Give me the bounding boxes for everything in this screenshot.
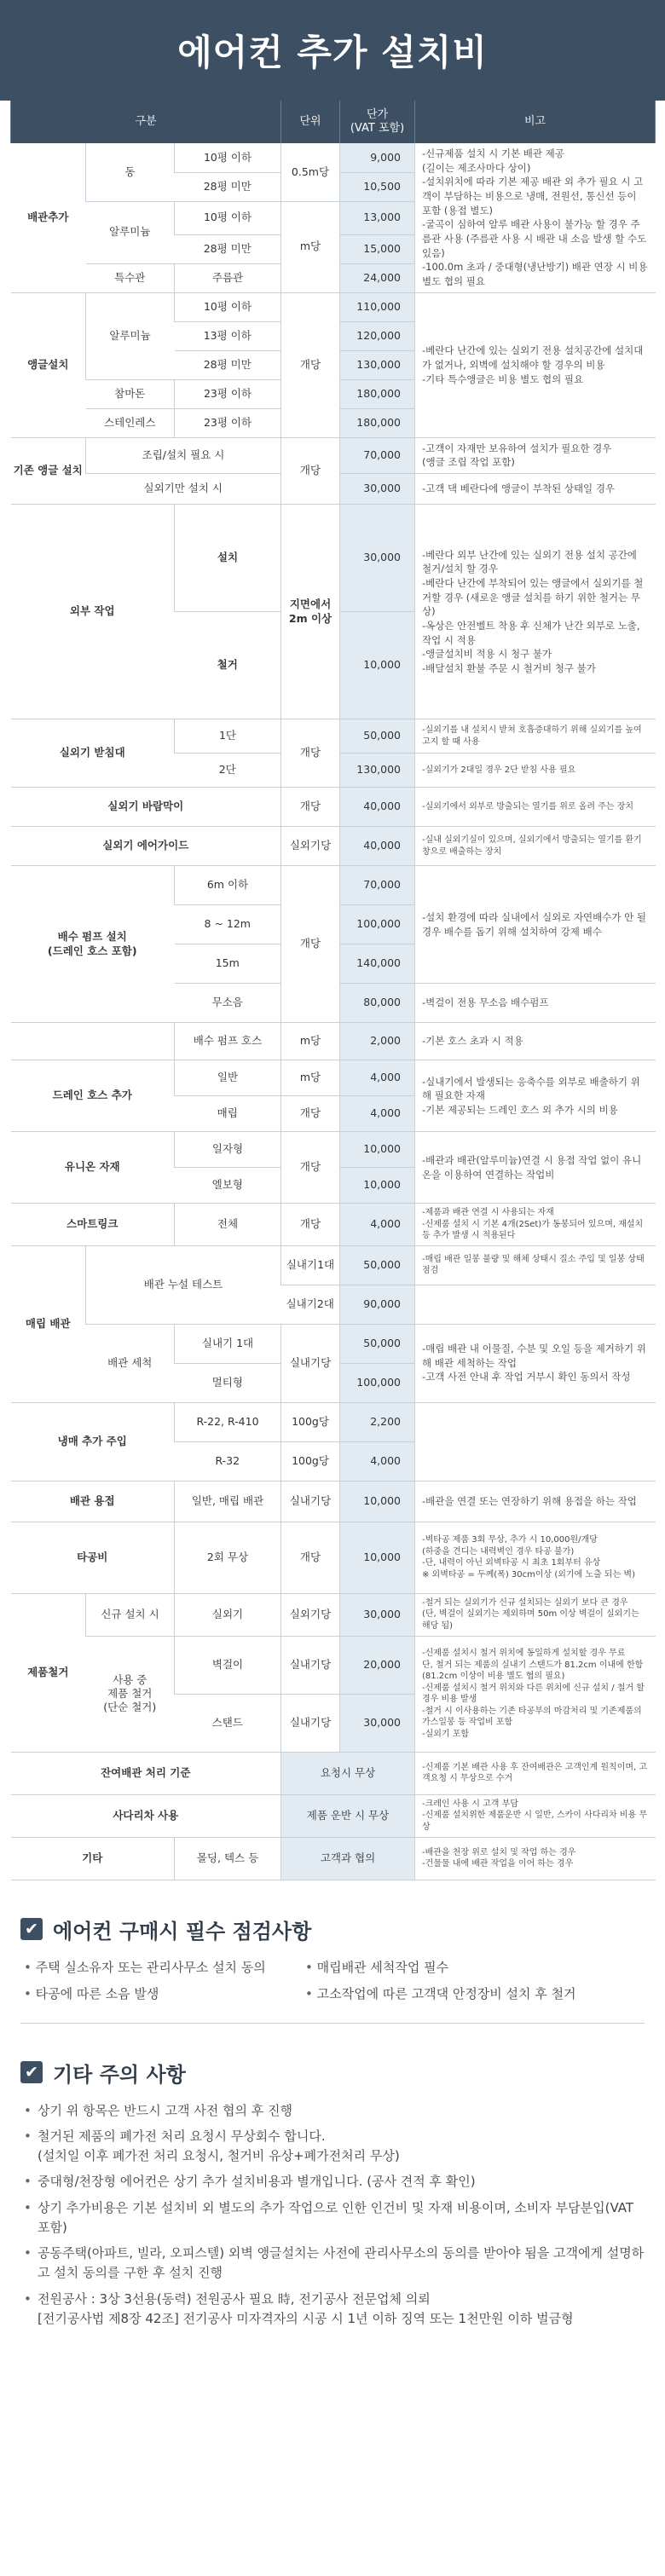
table-row <box>11 1060 656 1096</box>
note-cell <box>415 1285 656 1324</box>
price-cell: 10,000 <box>340 1481 415 1522</box>
spec-cell: 28평 미만 <box>175 234 281 263</box>
price-table <box>10 101 656 1880</box>
price-cell: 10,000 <box>340 1168 415 1204</box>
list-item: • 중대형/천장형 에어컨은 상기 추가 설치비용과 별개입니다. (공사 견적 후 확인) <box>24 2172 645 2192</box>
subcategory-cell: 실외기만 설치 시 <box>86 474 281 505</box>
header-price: 단가 (VAT 포함) <box>340 101 415 143</box>
page-header <box>0 0 665 101</box>
price-cell: 4,000 <box>340 1060 415 1096</box>
checkbox-icon: ✔ <box>20 1918 43 1940</box>
subcategory-cell: 알루미늄 <box>86 201 175 263</box>
price-cell: 110,000 <box>340 292 415 321</box>
note-cell: -벽타공 제품 3회 무상, 추가 시 10,000원/개당 (하중을 견디는 내력벽인 경우 타공 불가) -단, 내력이 아닌 외벽타공 시 최초 1회부터 유상 ※ 외벽타공 = 두께(폭) 30cm이상 (외기에 노출 되는 벽) <box>415 1522 656 1593</box>
note-cell: -설치 환경에 따라 실내에서 실외로 자연배수가 안 될 경우 배수를 돕기 위해 설치하여 강제 배수 <box>415 866 656 984</box>
spec-cell: 주름관 <box>175 263 281 292</box>
subcategory-cell: 15m <box>175 944 281 984</box>
subcategory-cell: 2회 무상 <box>175 1522 281 1593</box>
spec-cell: 13평 이하 <box>175 321 281 350</box>
unit-cell: 지면에서 2m 이상 <box>281 505 340 719</box>
subcategory-cell: 일자형 <box>175 1132 281 1168</box>
cautions-heading <box>20 2058 645 2088</box>
subcategory-cell: R-32 <box>175 1441 281 1481</box>
category-cell: 배관 용접 <box>11 1481 175 1522</box>
table-row <box>11 1204 656 1246</box>
note-cell: -실외기를 내 설치시 받쳐 호흡증대하기 위해 실외기를 높여 고지 할 때 사용 <box>415 719 656 754</box>
spec-cell: 스탠드 <box>175 1694 281 1752</box>
unit-cell: 개당 <box>281 292 340 437</box>
note-cell: -베란다 외부 난간에 있는 실외기 전용 설치 공간에 철거/설치 할 경우 -베란다 난간에 부착되어 있는 앵글에서 실외기를 철거할 경우 (새로운 앵글 설치를 하기 위한 철거는 무상) -옥상은 안전벨트 착용 후 신체가 난간 외부로 노출, 작업 시 적용 -앵글설치비 적용 시 청구 불가 -배달설치 환불 주문 시 철거비 청구 불가 <box>415 505 656 719</box>
table-row <box>11 1837 656 1880</box>
category-cell: 잔여배관 처리 기준 <box>11 1752 281 1794</box>
header-note: 비고 <box>415 101 656 143</box>
price-cell: 70,000 <box>340 866 415 905</box>
category-cell: 실외기 에어가이드 <box>11 827 281 866</box>
price-cell: 50,000 <box>340 1324 415 1363</box>
cautions-list <box>20 2101 645 2330</box>
unit-cell: 고객과 협의 <box>281 1837 415 1880</box>
category-cell: 배수 펌프 설치 (드레인 호스 포함) <box>11 866 175 1023</box>
table-row <box>11 437 656 473</box>
unit-cell: 개당 <box>281 1204 340 1246</box>
unit-cell: 개당 <box>281 788 340 827</box>
page-title: 에어컨 추가 설치비 <box>177 32 488 73</box>
unit-cell: 개당 <box>281 1096 340 1132</box>
unit-cell: 실내기1대 <box>281 1245 340 1285</box>
category-cell: 기타 <box>11 1837 175 1880</box>
unit-cell: 개당 <box>281 866 340 1023</box>
note-cell: -제품과 배관 연결 시 사용되는 자재 -신제품 설치 시 기본 4개(2Set)가 동봉되어 있으며, 재설치 등 추가 발생 시 적용된다 <box>415 1204 656 1246</box>
category-cell: 타공비 <box>11 1522 175 1593</box>
table-row <box>11 1752 656 1794</box>
price-cell: 180,000 <box>340 379 415 408</box>
price-cell: 130,000 <box>340 754 415 788</box>
category-cell: 외부 작업 <box>11 505 175 719</box>
table-row <box>11 1132 656 1168</box>
category-cell: 실외기 받침대 <box>11 719 175 788</box>
cautions-section <box>0 2058 665 2330</box>
subcategory-cell: R-22, R-410 <box>175 1402 281 1441</box>
price-cell: 100,000 <box>340 905 415 944</box>
subcategory-cell: 일반 <box>175 1060 281 1096</box>
subcategory-cell: 조립/설치 필요 시 <box>86 437 281 473</box>
unit-cell: 개당 <box>281 719 340 788</box>
price-cell: 24,000 <box>340 263 415 292</box>
table-row <box>11 827 656 866</box>
subcategory-cell: 신규 설치 시 <box>86 1593 175 1636</box>
note-cell: -철거 되는 실외기가 신규 설치되는 실외기 보다 큰 경우 (단, 벽걸이 실외기는 제외하며 50m 이상 벽걸이 실외기는 해당 됨) <box>415 1593 656 1636</box>
spec-cell: 28평 미만 <box>175 350 281 379</box>
subcategory-cell: 스테인레스 <box>86 408 175 437</box>
note-cell: -실외기에서 외부로 방출되는 열기를 위로 올려 주는 장치 <box>415 788 656 827</box>
price-cell: 30,000 <box>340 1593 415 1636</box>
table-row <box>11 1402 656 1441</box>
unit-cell: 개당 <box>281 1522 340 1593</box>
subcategory-cell: 6m 이하 <box>175 866 281 905</box>
list-item: • 철거된 제품의 폐가전 처리 요청시 무상회수 합니다. (설치일 이후 폐가전 처리 요청시, 철거비 유상+폐가전처리 무상) <box>24 2127 645 2167</box>
table-row <box>11 1636 656 1694</box>
note-cell: -실내기에서 발생되는 응축수를 외부로 배출하기 위해 필요한 자재 -기본 제공되는 드레인 호스 외 추가 시의 비용 <box>415 1060 656 1132</box>
note-cell: -배관과 배관(알루미늄)연결 시 용접 작업 없이 유니온을 이용하여 연결하는 작업비 <box>415 1132 656 1204</box>
unit-cell: m당 <box>281 1023 340 1060</box>
subcategory-cell: 2단 <box>175 754 281 788</box>
checklist-section <box>0 1915 665 2024</box>
subcategory-cell: 일반, 매립 배관 <box>175 1481 281 1522</box>
price-cell: 50,000 <box>340 1245 415 1285</box>
note-cell: -매립 배관 내 이물질, 수분 및 오일 등을 제거하기 위해 배관 세척하는 작업 -고객 사전 안내 후 작업 거부시 확인 동의서 작성 <box>415 1324 656 1402</box>
subcategory-cell: 배관 누설 테스트 <box>86 1245 281 1324</box>
subcategory-cell: 특수관 <box>86 263 175 292</box>
subcategory-cell: 몰딩, 텍스 등 <box>175 1837 281 1880</box>
price-cell: 2,200 <box>340 1402 415 1441</box>
table-row <box>11 292 656 321</box>
spec-cell: 10평 이하 <box>175 201 281 234</box>
table-row <box>11 505 656 612</box>
table-row <box>11 143 656 172</box>
price-cell: 70,000 <box>340 437 415 473</box>
price-cell: 13,000 <box>340 201 415 234</box>
unit-cell: 실내기당 <box>281 1324 340 1402</box>
subcategory-cell: 전체 <box>175 1204 281 1246</box>
note-cell: -실외기가 2대일 경우 2단 받침 사용 필요 <box>415 754 656 788</box>
price-cell: 15,000 <box>340 234 415 263</box>
category-cell: 배관추가 <box>11 143 86 292</box>
table-row <box>11 866 656 905</box>
header-category: 구분 <box>11 101 281 143</box>
category-cell: 사다리차 사용 <box>11 1794 281 1837</box>
list-item: • 주택 실소유자 또는 관리사무소 설치 동의 <box>24 1958 305 1976</box>
note-cell: -벽걸이 전용 무소음 배수펌프 <box>415 984 656 1023</box>
note-cell: -신규제품 설치 시 기본 배관 제공 (길이는 제조사마다 상이) -설치위치에 따라 기본 제공 배관 외 추가 필요 시 고객이 부담하는 비용으로 냉매, 전원선, 통신선 등이 포함 (용접 별도) -굴곡이 심하여 알루 배관 사용이 불가능 할 경우 주름관 사용 (주름관 사용 시 배관 내 소음 발생 할 수도 있음) -100.0m 초과 / 중대형(냉난방기) 배관 연장 시 비용 별도 협의 필요 <box>415 143 656 292</box>
subcategory-cell: 동 <box>86 143 175 201</box>
spec-cell: 실외기 <box>175 1593 281 1636</box>
spec-cell: 벽걸이 <box>175 1636 281 1694</box>
spec-cell: 23평 이하 <box>175 379 281 408</box>
unit-cell: m당 <box>281 1060 340 1096</box>
subcategory-cell: 설치 <box>175 505 281 612</box>
note-cell: -실내 실외기실이 있으며, 실외기에서 방출되는 열기를 환기창으로 배출하는 장치 <box>415 827 656 866</box>
unit-cell: 0.5m당 <box>281 143 340 201</box>
table-row <box>11 1324 656 1363</box>
subcategory-cell: 배수 펌프 호스 <box>175 1023 281 1060</box>
price-cell: 50,000 <box>340 719 415 754</box>
note-cell: -배관을 연결 또는 연장하기 위해 용접을 하는 작업 <box>415 1481 656 1522</box>
unit-cell: 100g당 <box>281 1441 340 1481</box>
price-cell: 180,000 <box>340 408 415 437</box>
table-row <box>11 1481 656 1522</box>
table-row <box>11 1023 656 1060</box>
subcategory-cell: 배관 세척 <box>86 1324 175 1402</box>
category-cell: 매립 배관 <box>11 1245 86 1402</box>
price-cell: 2,000 <box>340 1023 415 1060</box>
table-row <box>11 788 656 827</box>
price-cell: 30,000 <box>340 474 415 505</box>
price-cell: 4,000 <box>340 1204 415 1246</box>
category-cell: 드레인 호스 추가 <box>11 1060 175 1132</box>
note-cell: -베란다 난간에 있는 실외기 전용 설치공간에 설치대가 없거나, 외벽에 설치해야 할 경우의 비용 -기타 특수앵글은 비용 별도 협의 필요 <box>415 292 656 437</box>
note-cell: -기본 호스 초과 시 적용 <box>415 1023 656 1060</box>
table-row <box>11 1794 656 1837</box>
subcategory-cell: 사용 중 제품 철거 (단순 철거) <box>86 1636 175 1752</box>
price-cell: 4,000 <box>340 1096 415 1132</box>
checkbox-icon: ✔ <box>20 2061 43 2083</box>
note-cell: -고객이 자재만 보유하여 설치가 필요한 경우 (앵글 조립 작업 포함) <box>415 437 656 473</box>
list-item: • 타공에 따른 소음 발생 <box>24 1984 305 2002</box>
category-cell: 앵글설치 <box>11 292 86 437</box>
subcategory-cell: 철거 <box>175 612 281 719</box>
subcategory-cell: 1단 <box>175 719 281 754</box>
note-cell: -고객 댁 베란다에 앵글이 부착된 상태일 경우 <box>415 474 656 505</box>
list-item: • 고소작업에 따른 고객댁 안정장비 설치 후 철거 <box>305 1984 646 2002</box>
category-cell <box>11 1023 175 1060</box>
category-cell: 냉매 추가 주입 <box>11 1402 175 1481</box>
spec-cell: 멀티형 <box>175 1363 281 1402</box>
category-cell: 기존 앵글 설치 <box>11 437 86 504</box>
subcategory-cell: 무소음 <box>175 984 281 1023</box>
price-cell: 10,000 <box>340 1522 415 1593</box>
list-item: • 전원공사 : 3상 3선용(동력) 전원공사 필요 時, 전기공사 전문업체 의뢰 [전기공사법 제8장 42조] 전기공사 미자격자의 시공 시 1년 이하 징역 또는 1천만원 이하 벌금형 <box>24 2290 645 2330</box>
spec-cell: 28평 미만 <box>175 172 281 201</box>
unit-cell: 실내기2대 <box>281 1285 340 1324</box>
unit-cell: 실내기당 <box>281 1636 340 1694</box>
spec-cell: 10평 이하 <box>175 143 281 172</box>
price-cell: 120,000 <box>340 321 415 350</box>
price-cell: 4,000 <box>340 1441 415 1481</box>
note-cell <box>415 1402 656 1481</box>
spec-cell: 10평 이하 <box>175 292 281 321</box>
subcategory-cell: 알루미늄 <box>86 292 175 379</box>
list-item: • 상기 추가비용은 기본 설치비 외 별도의 추가 작업으로 인한 인건비 및 자재 비용이며, 소비자 부담분입(VAT 포함) <box>24 2198 645 2238</box>
price-cell: 30,000 <box>340 1694 415 1752</box>
note-cell: -신제품 설치시 철거 위치에 동일하게 설치할 경우 무료 단, 철거 되는 제품의 실내기 스탠드가 81.2cm 이내에 한함 (81.2cm 이상이 비용 별도 협의 필요) -신제품 설치시 철거 위치와 다른 위치에 신규 설치 / 철거 할 경우 비용 발생 -철거 시 이사용하는 기존 타공부의 마감처리 및 기존제품의 가스일봉 등 작업비 포함 -실외기 포함 <box>415 1636 656 1752</box>
table-row <box>11 719 656 754</box>
table-row <box>11 1522 656 1593</box>
note-cell: -배관을 천장 위로 설치 및 작업 하는 경우 -건물물 내에 배관 작업을 이어 하는 경우 <box>415 1837 656 1880</box>
price-cell: 90,000 <box>340 1285 415 1324</box>
price-cell: 20,000 <box>340 1636 415 1694</box>
price-cell: 140,000 <box>340 944 415 984</box>
header-unit: 단위 <box>281 101 340 143</box>
spec-cell: 실내기 1대 <box>175 1324 281 1363</box>
price-cell: 30,000 <box>340 505 415 612</box>
unit-cell: 요청시 무상 <box>281 1752 415 1794</box>
unit-cell: 제품 운반 시 무상 <box>281 1794 415 1837</box>
table-row <box>11 1593 656 1636</box>
price-cell: 10,000 <box>340 1132 415 1168</box>
category-cell: 스마트링크 <box>11 1204 175 1246</box>
subcategory-cell: 참마돈 <box>86 379 175 408</box>
unit-cell: m당 <box>281 201 340 292</box>
unit-cell: 개당 <box>281 1132 340 1204</box>
subcategory-cell: 8 ~ 12m <box>175 905 281 944</box>
price-cell: 10,500 <box>340 172 415 201</box>
checklist-items <box>20 1958 645 2002</box>
note-cell: -신제품 기본 배관 사용 후 잔여배관은 고객인계 원칙이며, 고객요청 시 무상으로 수거 <box>415 1752 656 1794</box>
unit-cell: 100g당 <box>281 1402 340 1441</box>
spec-cell: 23평 이하 <box>175 408 281 437</box>
price-table-wrap <box>0 101 665 1880</box>
price-cell: 40,000 <box>340 827 415 866</box>
note-cell: -매립 배관 일봉 불량 및 해체 상태시 질소 주입 및 일봉 상태 점검 <box>415 1245 656 1285</box>
unit-cell: 실외기당 <box>281 827 340 866</box>
subcategory-cell: 엘보형 <box>175 1168 281 1204</box>
section-divider <box>20 2023 645 2024</box>
note-cell: -크레인 사용 시 고객 부담 -신제품 설치위한 제품운반 시 일반, 스카이 사다리차 비용 무상 <box>415 1794 656 1837</box>
category-cell: 제품철거 <box>11 1593 86 1752</box>
list-item: • 상기 위 항목은 반드시 고객 사전 협의 후 진행 <box>24 2101 645 2121</box>
subcategory-cell: 매립 <box>175 1096 281 1132</box>
unit-cell: 실내기당 <box>281 1481 340 1522</box>
cautions-title: 기타 주의 사항 <box>53 2062 186 2087</box>
list-item: • 매립배관 세척작업 필수 <box>305 1958 646 1976</box>
category-cell: 유니온 자재 <box>11 1132 175 1204</box>
list-item: • 공동주택(아파트, 빌라, 오피스텔) 외벽 앵글설치는 사전에 관리사무소의 동의를 받아야 됨을 고객에게 설명하고 설치 동의를 구한 후 설치 진행 <box>24 2244 645 2284</box>
unit-cell: 개당 <box>281 437 340 504</box>
price-cell: 40,000 <box>340 788 415 827</box>
price-cell: 10,000 <box>340 612 415 719</box>
unit-cell: 실외기당 <box>281 1593 340 1636</box>
table-row <box>11 1245 656 1285</box>
price-cell: 130,000 <box>340 350 415 379</box>
checklist-heading <box>20 1915 645 1944</box>
price-cell: 9,000 <box>340 143 415 172</box>
table-header-row <box>11 101 656 143</box>
checklist-title: 에어컨 구매시 필수 점검사항 <box>53 1919 312 1944</box>
category-cell: 실외기 바람막이 <box>11 788 281 827</box>
unit-cell: 실내기당 <box>281 1694 340 1752</box>
price-cell: 80,000 <box>340 984 415 1023</box>
price-cell: 100,000 <box>340 1363 415 1402</box>
